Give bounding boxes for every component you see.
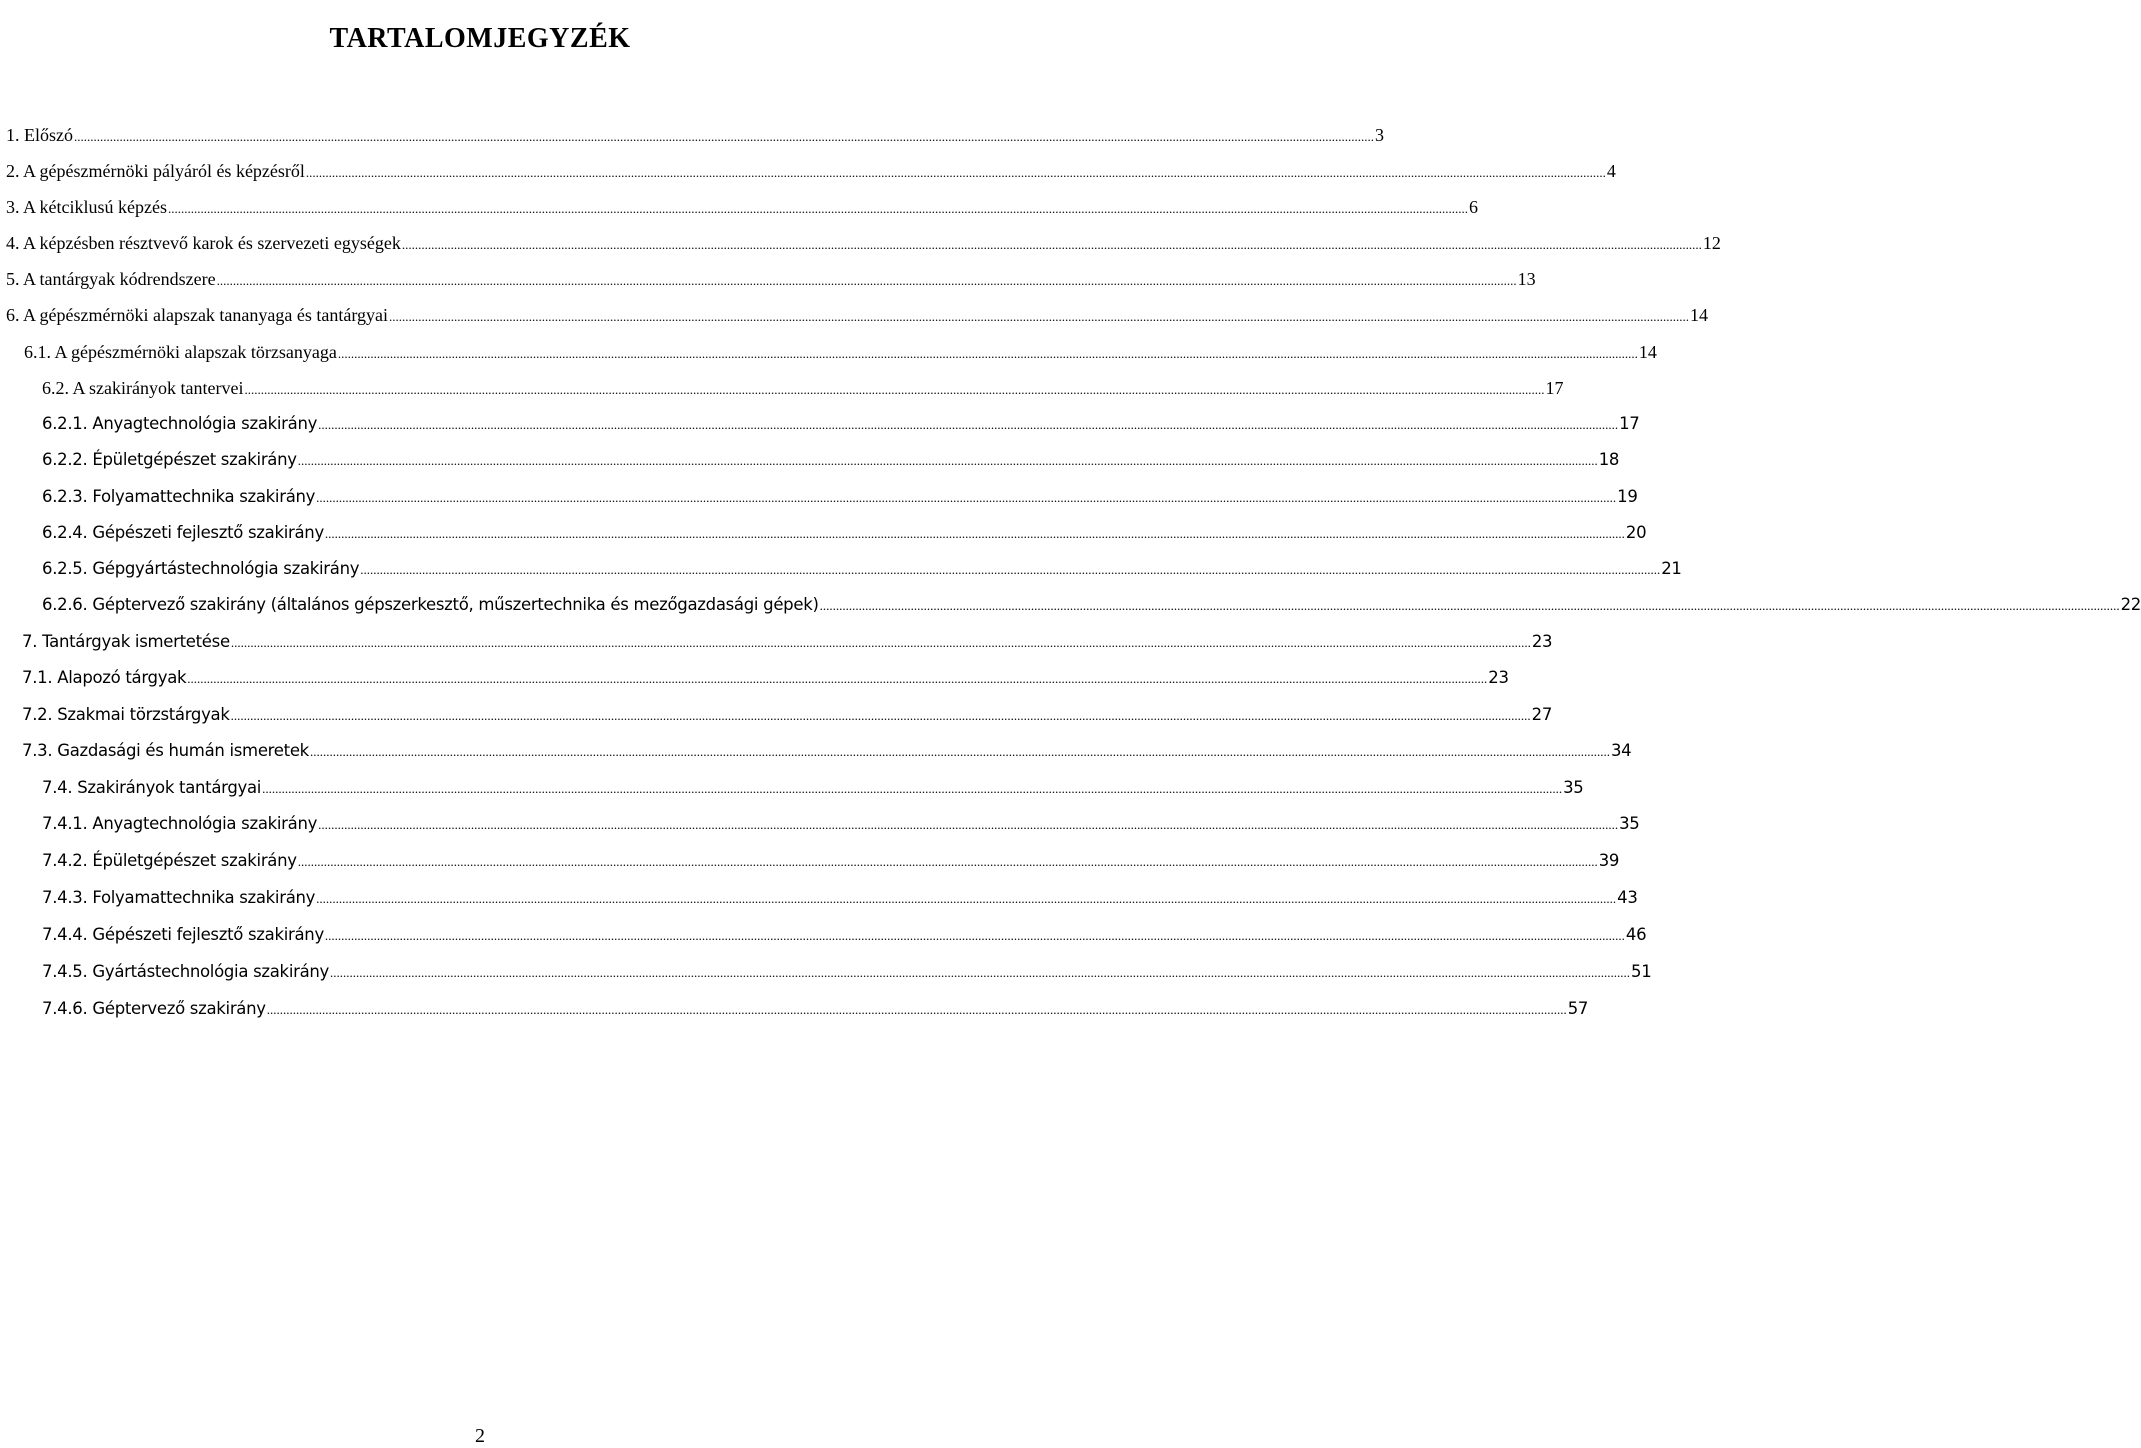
toc-entry[interactable]: [22, 700, 1553, 730]
toc-leader-dots: ................................................................................................................................................................................................................................................................................................................................................................................................................: [266, 1002, 1567, 1017]
toc-leader-dots: ................................................................................................................................................................................................................................................................................................................................................................................................................: [324, 928, 1625, 943]
toc-entry-page: 23: [1488, 668, 1509, 687]
toc-entry-page: 3: [1375, 125, 1384, 145]
toc-leader-dots: ................................................................................................................................................................................................................................................................................................................................................................................................................: [230, 635, 1531, 650]
toc-entry-page: 6: [1468, 197, 1478, 217]
toc-entry-title: 3. A kétciklusú képzés: [6, 197, 167, 217]
toc-leader-dots: ................................................................................................................................................................................................................................................................................................................................................................................................................: [167, 201, 1468, 216]
toc-entry[interactable]: [42, 445, 1620, 475]
toc-entry-title: 6.2.6. Géptervező szakirány (általános gépszerkesztő, műszertechnika és mezőgazdasági gépek): [42, 595, 819, 614]
toc-entry-title: 2. A gépészmérnöki pályáról és képzésről: [6, 161, 305, 181]
toc-entry-title: 7.4.2. Épületgépészet szakirány: [42, 851, 297, 870]
toc-entry-title: 4. A képzésben résztvevő karok és szervezeti egységek: [6, 233, 401, 253]
toc-leader-dots: ................................................................................................................................................................................................................................................................................................................................................................................................................: [74, 129, 1374, 144]
toc-entry-title: 7.4.3. Folyamattechnika szakirány: [42, 888, 316, 907]
toc-entry-title: 6.2. A szakirányok tantervei: [42, 378, 244, 398]
toc-entry[interactable]: [42, 773, 1584, 803]
toc-leader-dots: ................................................................................................................................................................................................................................................................................................................................................................................................................: [318, 417, 1619, 432]
toc-entry[interactable]: [6, 228, 1721, 258]
toc-leader-dots: ................................................................................................................................................................................................................................................................................................................................................................................................................: [316, 891, 1617, 906]
toc-leader-dots: ................................................................................................................................................................................................................................................................................................................................................................................................................: [316, 490, 1617, 505]
toc-entry[interactable]: [42, 554, 1682, 584]
toc-entry-page: 4: [1606, 161, 1616, 181]
toc-entry-title: 6.2.4. Gépészeti fejlesztő szakirány: [42, 523, 324, 542]
toc-entry[interactable]: [6, 300, 1709, 330]
toc-entry-page: 13: [1517, 269, 1536, 289]
toc-entry-page: 34: [1610, 741, 1632, 760]
toc-entry-title: 7. Tantárgyak ismertetése: [22, 632, 230, 651]
toc-entry[interactable]: [22, 627, 1553, 657]
toc-entry-page: 12: [1702, 233, 1721, 253]
toc-entry-page: 46: [1625, 925, 1647, 944]
toc-entry-page: 57: [1567, 999, 1589, 1018]
toc-entry[interactable]: [42, 920, 1647, 950]
toc-leader-dots: ................................................................................................................................................................................................................................................................................................................................................................................................................: [187, 671, 1488, 686]
page-title: TARTALOMJEGYZÉK: [329, 22, 631, 54]
toc-leader-dots: ................................................................................................................................................................................................................................................................................................................................................................................................................: [337, 346, 1638, 361]
toc-entry[interactable]: [24, 337, 1657, 367]
toc-leader-dots: ................................................................................................................................................................................................................................................................................................................................................................................................................: [244, 382, 1545, 397]
toc-entry-page: 27: [1531, 705, 1553, 724]
toc-entry[interactable]: [6, 192, 1478, 222]
toc-entry[interactable]: [42, 994, 1589, 1024]
toc-entry[interactable]: [42, 883, 1638, 913]
toc-entry[interactable]: [22, 663, 1509, 693]
toc-entry[interactable]: [42, 373, 1564, 403]
toc-leader-dots: ................................................................................................................................................................................................................................................................................................................................................................................................................: [297, 854, 1598, 869]
toc-entry-page: 20: [1625, 523, 1647, 542]
toc-entry-page: 43: [1617, 888, 1638, 907]
toc-entry[interactable]: [42, 809, 1640, 839]
toc-entry[interactable]: [6, 120, 1384, 150]
toc-entry[interactable]: [42, 482, 1638, 512]
toc-leader-dots: ................................................................................................................................................................................................................................................................................................................................................................................................................: [216, 273, 1517, 288]
toc-leader-dots: ................................................................................................................................................................................................................................................................................................................................................................................................................: [389, 309, 1690, 324]
toc-leader-dots: ................................................................................................................................................................................................................................................................................................................................................................................................................: [309, 744, 1610, 759]
toc-entry-title: 6.2.3. Folyamattechnika szakirány: [42, 487, 316, 506]
toc-leader-dots: ................................................................................................................................................................................................................................................................................................................................................................................................................: [360, 562, 1661, 577]
toc-leader-dots: ................................................................................................................................................................................................................................................................................................................................................................................................................: [297, 453, 1598, 468]
toc-leader-dots: ................................................................................................................................................................................................................................................................................................................................................................................................................: [330, 965, 1631, 980]
toc-entry-title: 7.2. Szakmai törzstárgyak: [22, 705, 230, 724]
toc-entry-title: 6. A gépészmérnöki alapszak tananyaga és tantárgyai: [6, 305, 389, 325]
toc-leader-dots: ................................................................................................................................................................................................................................................................................................................................................................................................................: [819, 598, 2120, 613]
toc-leader-dots: ................................................................................................................................................................................................................................................................................................................................................................................................................: [318, 817, 1619, 832]
toc-entry-title: 7.4.5. Gyártástechnológia szakirány: [42, 962, 330, 981]
toc-entry[interactable]: [6, 156, 1616, 186]
toc-entry-title: 1. Előszó: [6, 125, 73, 145]
toc-leader-dots: ................................................................................................................................................................................................................................................................................................................................................................................................................: [262, 781, 1563, 796]
toc-entry-title: 5. A tantárgyak kódrendszere: [6, 269, 216, 289]
toc-entry-title: 7.1. Alapozó tárgyak: [22, 668, 187, 687]
toc-entry-title: 7.4.6. Géptervező szakirány: [42, 999, 266, 1018]
toc-entry-page: 17: [1545, 378, 1564, 398]
toc-leader-dots: ................................................................................................................................................................................................................................................................................................................................................................................................................: [324, 526, 1625, 541]
toc-entry[interactable]: [42, 409, 1640, 439]
toc-leader-dots: ................................................................................................................................................................................................................................................................................................................................................................................................................: [230, 708, 1531, 723]
toc-entry-title: 6.1. A gépészmérnöki alapszak törzsanyaga: [24, 342, 337, 362]
toc-entry-page: 22: [2120, 595, 2141, 614]
toc-entry[interactable]: [42, 518, 1647, 548]
toc-entry-title: 7.4. Szakirányok tantárgyai: [42, 778, 262, 797]
toc-entry-title: 6.2.2. Épületgépészet szakirány: [42, 450, 297, 469]
toc-leader-dots: ................................................................................................................................................................................................................................................................................................................................................................................................................: [305, 165, 1606, 180]
toc-entry-page: 14: [1690, 305, 1709, 325]
page-number: 2: [475, 1425, 485, 1447]
toc-entry-page: 14: [1638, 342, 1657, 362]
toc-entry[interactable]: [22, 736, 1632, 766]
toc-entry[interactable]: [6, 264, 1536, 294]
toc-entry[interactable]: [42, 846, 1620, 876]
toc-entry-page: 17: [1619, 414, 1640, 433]
toc-entry-page: 51: [1631, 962, 1652, 981]
toc-entry-page: 39: [1598, 851, 1620, 870]
toc-entry-page: 21: [1661, 559, 1682, 578]
toc-entry[interactable]: [42, 957, 1652, 987]
toc-entry-page: 19: [1617, 487, 1638, 506]
toc-entry-page: 35: [1619, 814, 1640, 833]
toc-entry-page: 18: [1598, 450, 1620, 469]
toc-entry-title: 6.2.5. Gépgyártástechnológia szakirány: [42, 559, 360, 578]
toc-entry-page: 23: [1531, 632, 1553, 651]
toc-entry-title: 7.3. Gazdasági és humán ismeretek: [22, 741, 309, 760]
toc-entry-title: 7.4.1. Anyagtechnológia szakirány: [42, 814, 318, 833]
toc-entry-title: 7.4.4. Gépészeti fejlesztő szakirány: [42, 925, 324, 944]
toc-entry[interactable]: [42, 590, 2141, 620]
toc-entry-page: 35: [1563, 778, 1584, 797]
toc-leader-dots: ................................................................................................................................................................................................................................................................................................................................................................................................................: [401, 237, 1702, 252]
toc-entry-title: 6.2.1. Anyagtechnológia szakirány: [42, 414, 318, 433]
